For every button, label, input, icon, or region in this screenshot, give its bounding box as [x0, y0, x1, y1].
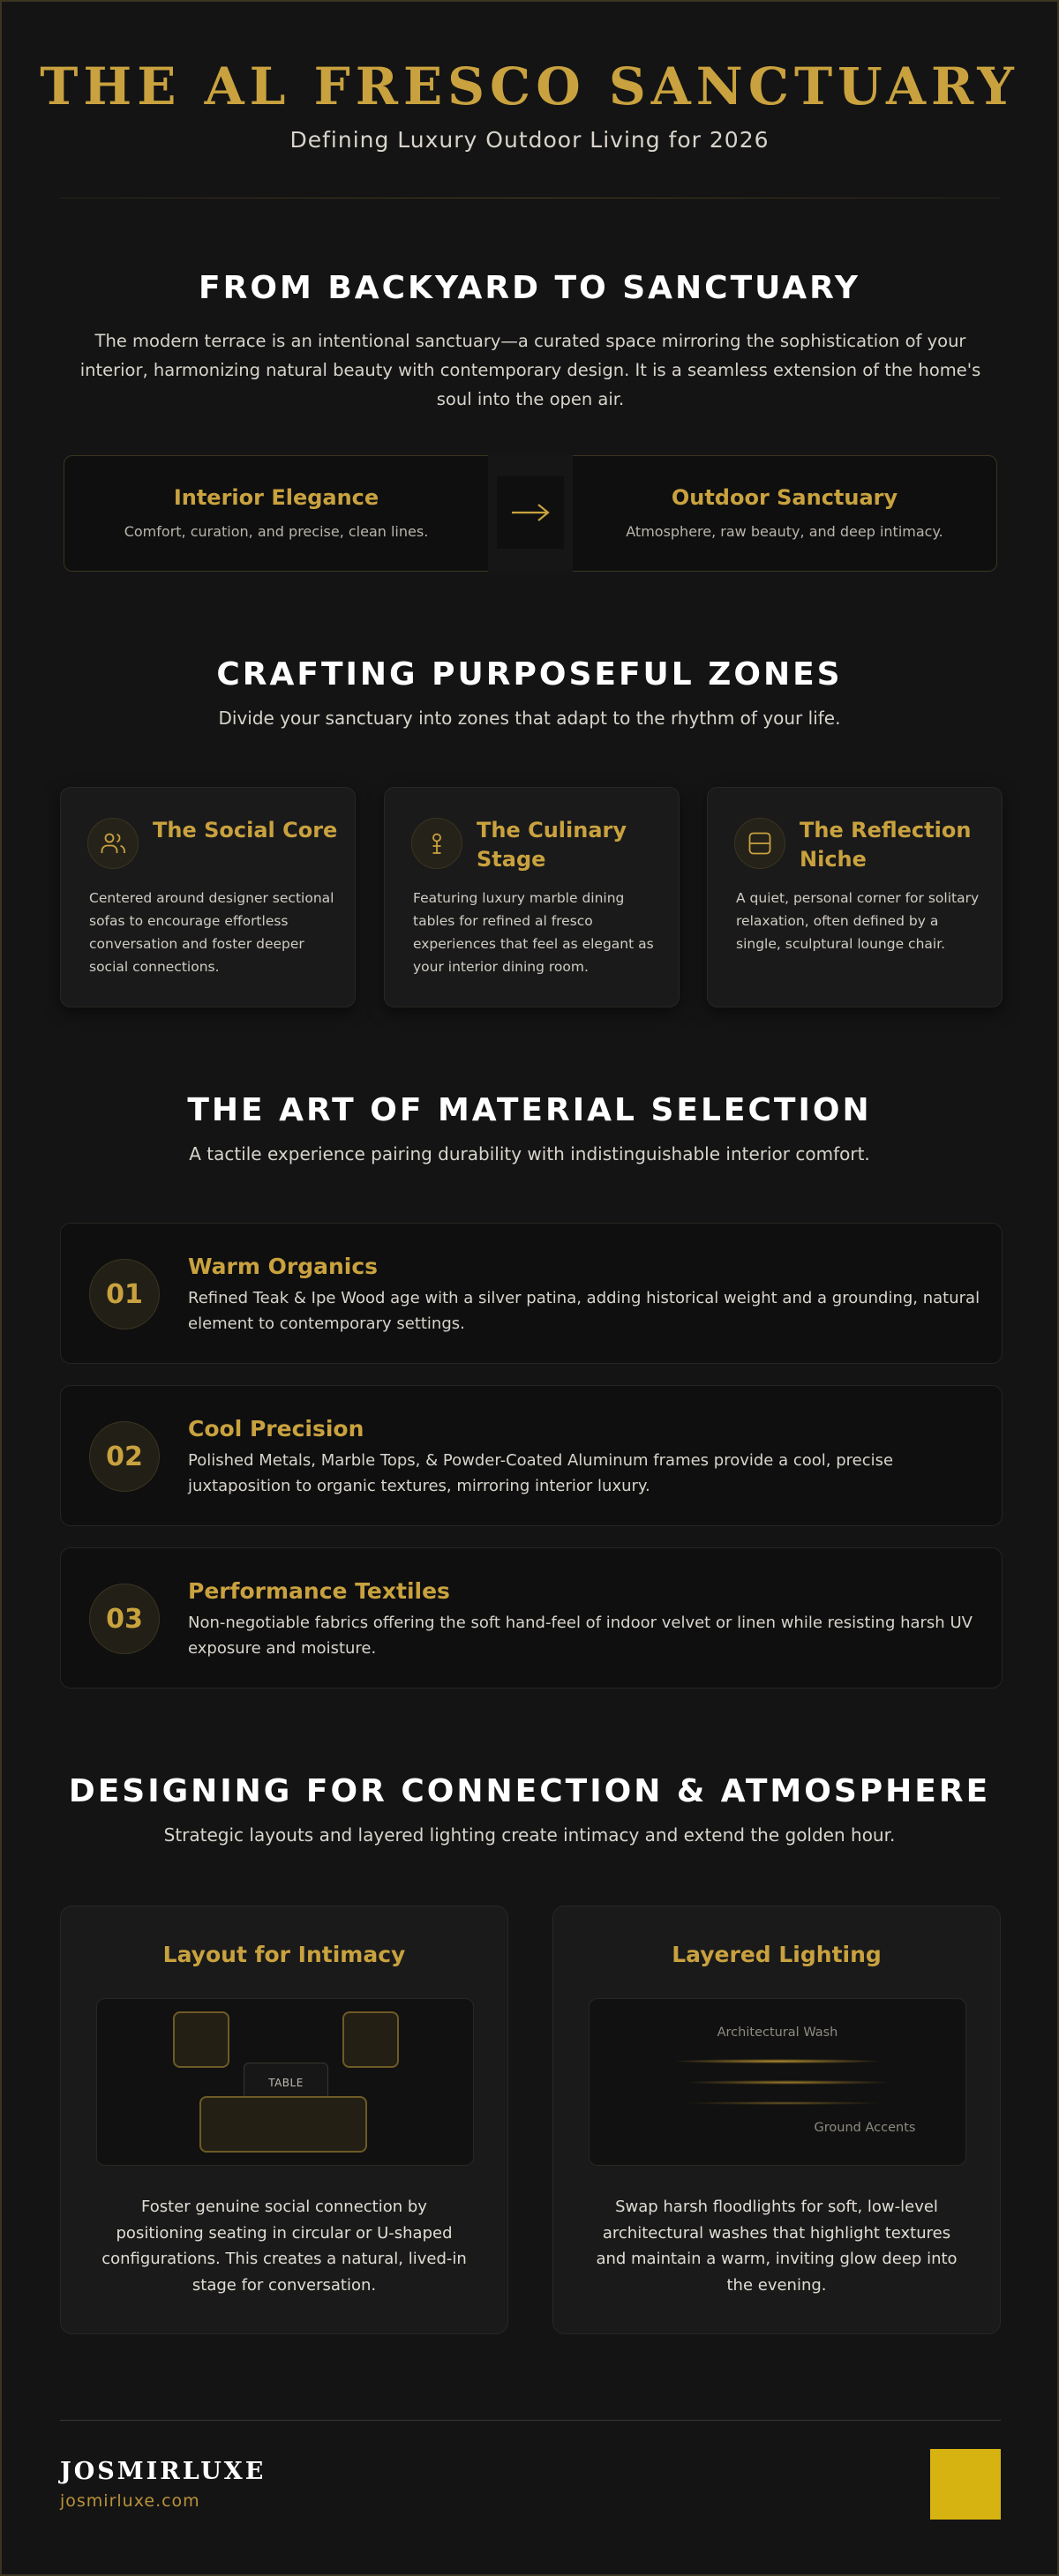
material-number: 01: [89, 1259, 160, 1329]
materials-subtitle: A tactile experience pairing durability with indistinguishable interior comfort.: [189, 1143, 870, 1164]
light-beam-lower: [688, 2101, 881, 2105]
brand-url[interactable]: josmirluxe.com: [60, 2491, 200, 2511]
connection-subtitle: Strategic layouts and layered lighting create intimacy and extend the golden hour.: [163, 1824, 896, 1846]
seat-right: [342, 2011, 399, 2068]
zone-card-social-core: [60, 787, 356, 1007]
material-number: 03: [89, 1584, 160, 1654]
seat-left: [173, 2011, 229, 2068]
intro-paragraph: The modern terrace is an intentional sanctuary—a curated space mirroring the sophistication of your interior, harmonizing natural beauty with contemporary design. It is a seamless extension of the home's soul into the open air.: [79, 331, 981, 409]
interior-elegance-desc: Comfort, curation, and precise, clean lines.: [124, 523, 429, 540]
layered-lighting-desc: Swap harsh floodlights for soft, low-level architectural washes that highlight textures and maintain a warm, inviting glow deep into the evening.: [596, 2198, 958, 2295]
light-beam-middle: [688, 2080, 888, 2085]
layout-intimacy-title: Layout for Intimacy: [162, 1942, 406, 1967]
seating-layout-diagram: [96, 1998, 474, 2166]
table-label: TABLE: [244, 2063, 328, 2103]
outdoor-sanctuary-panel: [573, 456, 996, 571]
material-desc: Non-negotiable fabrics offering the soft hand-feel of indoor velvet or linen while resisting harsh UV exposure and moisture.: [188, 1614, 973, 1658]
brand-name: JOSMIRLUXE: [60, 2458, 267, 2485]
interior-elegance-panel: [64, 456, 488, 571]
users-icon: [87, 818, 139, 869]
layout-intimacy-card: [60, 1906, 508, 2334]
zone-title: The Reflection Niche: [800, 818, 972, 872]
lighting-diagram: [589, 1998, 966, 2166]
material-number: 02: [89, 1421, 160, 1492]
layered-lighting-title: Layered Lighting: [672, 1942, 882, 1967]
layered-lighting-card: [552, 1906, 1001, 2334]
sofa-bottom: [199, 2096, 367, 2153]
outdoor-sanctuary-desc: Atmosphere, raw beauty, and deep intimacy.: [626, 523, 943, 540]
ground-accents-label: Ground Accents: [814, 2121, 916, 2135]
material-card-warm-organics: [60, 1223, 1003, 1364]
zone-desc: Featuring luxury marble dining tables for refined al fresco experiences that feel as elegant as your interior dining room.: [413, 890, 654, 975]
utensils-icon: [411, 818, 462, 869]
lounge-chair-icon: [734, 818, 785, 869]
zone-desc: A quiet, personal corner for solitary relaxation, often defined by a single, sculptural lounge chair.: [736, 890, 980, 952]
material-card-cool-precision: [60, 1385, 1003, 1526]
comparison-panel: [64, 455, 997, 572]
layout-intimacy-desc: Foster genuine social connection by positioning seating in circular or U-shaped configurations. This creates a natural, lived-in stage for conversation.: [101, 2198, 467, 2295]
connection-section-title: DESIGNING FOR CONNECTION & ATMOSPHERE: [68, 1773, 991, 1809]
material-desc: Refined Teak & Ipe Wood age with a silver patina, adding historical weight and a grounding, natural element to contemporary settings.: [188, 1289, 980, 1333]
page-title: THE AL FRESCO SANCTUARY: [40, 56, 1019, 116]
material-desc: Polished Metals, Marble Tops, & Powder-Coated Aluminum frames provide a cool, precise juxtaposition to organic textures, mirroring interior luxury.: [188, 1451, 894, 1495]
zones-section-title: CRAFTING PURPOSEFUL ZONES: [216, 656, 843, 693]
intro-section-title: FROM BACKYARD TO SANCTUARY: [199, 270, 860, 306]
light-beam-upper: [676, 2059, 879, 2063]
arrow-right-icon: [497, 476, 564, 549]
brand-mark: [930, 2449, 1001, 2520]
materials-section-title: THE ART OF MATERIAL SELECTION: [187, 1092, 872, 1128]
material-title: Warm Organics: [188, 1254, 379, 1279]
architectural-wash-label: Architectural Wash: [717, 2026, 838, 2040]
zone-desc: Centered around designer sectional sofas to encourage effortless conversation and foster deeper social connections.: [89, 890, 334, 975]
zone-title: The Culinary Stage: [477, 818, 627, 872]
footer-divider: [60, 2420, 1001, 2421]
outdoor-sanctuary-title: Outdoor Sanctuary: [671, 485, 898, 510]
material-title: Performance Textiles: [188, 1578, 450, 1604]
material-card-performance-textiles: [60, 1547, 1003, 1689]
zone-title: The Social Core: [153, 818, 338, 842]
page-subtitle: Defining Luxury Outdoor Living for 2026: [289, 127, 770, 153]
zones-subtitle: Divide your sanctuary into zones that adapt to the rhythm of your life.: [218, 708, 841, 729]
zone-card-culinary-stage: [384, 787, 680, 1007]
material-title: Cool Precision: [188, 1416, 364, 1442]
zone-card-reflection-niche: [707, 787, 1003, 1007]
comparison-divider: [488, 455, 573, 572]
interior-elegance-title: Interior Elegance: [173, 485, 379, 510]
